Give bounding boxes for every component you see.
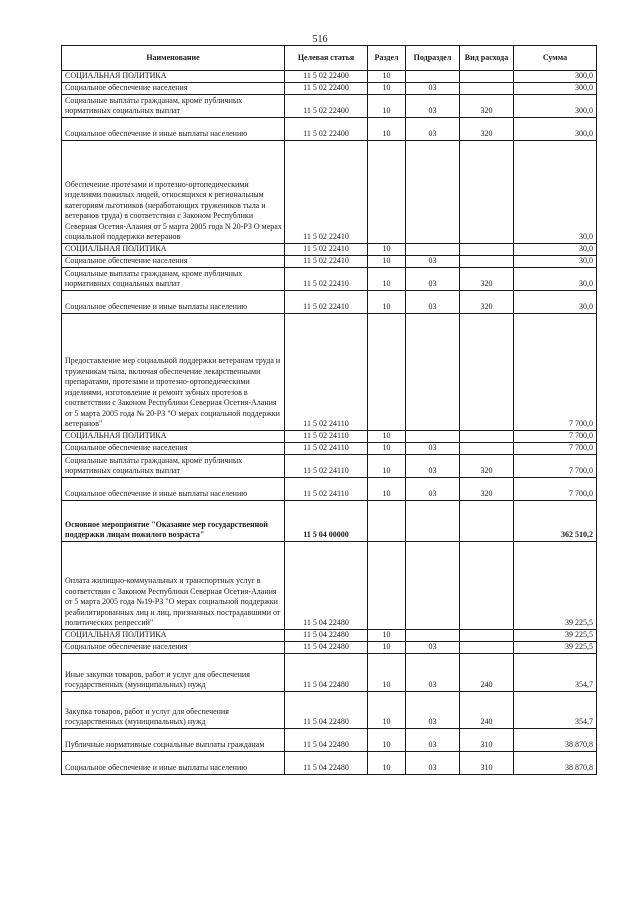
cell-name: Социальные выплаты гражданам, кроме публичных нормативных социальных выплат — [62, 94, 285, 117]
cell-target-article: 11 5 02 22410 — [285, 140, 368, 243]
cell-subsection — [406, 541, 460, 629]
cell-target-article: 11 5 02 24110 — [285, 477, 368, 500]
cell-subsection — [406, 430, 460, 442]
cell-amount: 39 225,5 — [514, 641, 597, 653]
cell-subsection: 03 — [406, 442, 460, 454]
cell-section: 10 — [368, 94, 406, 117]
table-row — [62, 477, 597, 500]
cell-amount: 7 700,0 — [514, 442, 597, 454]
cell-expense-type — [460, 82, 514, 94]
cell-expense-type: 320 — [460, 94, 514, 117]
cell-amount: 300,0 — [514, 117, 597, 140]
cell-subsection: 03 — [406, 117, 460, 140]
cell-amount: 30,0 — [514, 290, 597, 313]
cell-amount: 7 700,0 — [514, 477, 597, 500]
table-row — [62, 500, 597, 541]
cell-name: СОЦИАЛЬНАЯ ПОЛИТИКА — [62, 243, 285, 255]
table-row — [62, 629, 597, 641]
cell-section: 10 — [368, 71, 406, 83]
cell-expense-type: 240 — [460, 691, 514, 728]
cell-section: 10 — [368, 653, 406, 691]
cell-name: Закупка товаров, работ и услуг для обеспечения государственных (муниципальных) нужд — [62, 691, 285, 728]
cell-name: СОЦИАЛЬНАЯ ПОЛИТИКА — [62, 430, 285, 442]
cell-name: СОЦИАЛЬНАЯ ПОЛИТИКА — [62, 629, 285, 641]
cell-subsection — [406, 71, 460, 83]
cell-section: 10 — [368, 477, 406, 500]
cell-expense-type — [460, 255, 514, 267]
cell-subsection: 03 — [406, 290, 460, 313]
header-subsection: Подраздел — [406, 46, 460, 71]
cell-expense-type: 320 — [460, 267, 514, 290]
header-target-article: Целевая статья — [285, 46, 368, 71]
page-number: 516 — [312, 34, 328, 45]
table-header-row — [62, 46, 597, 71]
cell-section — [368, 541, 406, 629]
cell-expense-type — [460, 430, 514, 442]
cell-subsection — [406, 313, 460, 430]
cell-section: 10 — [368, 255, 406, 267]
cell-amount: 362 510,2 — [514, 500, 597, 541]
cell-name: Социальное обеспечение населения — [62, 442, 285, 454]
cell-target-article: 11 5 02 24110 — [285, 442, 368, 454]
cell-section: 10 — [368, 728, 406, 751]
cell-name: Социальное обеспечение населения — [62, 641, 285, 653]
table-row — [62, 290, 597, 313]
table-row — [62, 691, 597, 728]
cell-section: 10 — [368, 243, 406, 255]
cell-name: Основное мероприятие "Оказание мер государственной поддержки лицам пожилого возраста" — [62, 500, 285, 541]
cell-expense-type — [460, 71, 514, 83]
cell-subsection: 03 — [406, 477, 460, 500]
cell-target-article: 11 5 04 00000 — [285, 500, 368, 541]
cell-name: Социальное обеспечение и иные выплаты населению — [62, 290, 285, 313]
table-row — [62, 140, 597, 243]
table-row — [62, 82, 597, 94]
table-row — [62, 255, 597, 267]
table-row — [62, 541, 597, 629]
cell-expense-type — [460, 500, 514, 541]
cell-section: 10 — [368, 641, 406, 653]
cell-name: Социальные выплаты гражданам, кроме публичных нормативных социальных выплат — [62, 267, 285, 290]
cell-name: Предоставление мер социальной поддержки ветеранам труда и труженикам тыла, включая обеспечение лекарственными препаратами, протезами и протезно-ортопедическими изделиями, изготовление и ремонт зубных протезов в соответствии с Законом Республики Северная Осетия-Алания от 5 марта 2005 года № 20-РЗ "О мерах социальной поддержки ветеранов" — [62, 313, 285, 430]
cell-name: Социальные выплаты гражданам, кроме публичных нормативных социальных выплат — [62, 454, 285, 477]
table-row — [62, 641, 597, 653]
cell-expense-type: 310 — [460, 751, 514, 774]
table-row — [62, 71, 597, 83]
cell-target-article: 11 5 02 22400 — [285, 82, 368, 94]
cell-target-article: 11 5 04 22480 — [285, 653, 368, 691]
cell-section: 10 — [368, 290, 406, 313]
cell-name: СОЦИАЛЬНАЯ ПОЛИТИКА — [62, 71, 285, 83]
cell-section — [368, 313, 406, 430]
cell-expense-type: 320 — [460, 454, 514, 477]
cell-amount: 38 870,8 — [514, 751, 597, 774]
cell-target-article: 11 5 02 22410 — [285, 290, 368, 313]
cell-subsection: 03 — [406, 267, 460, 290]
cell-expense-type: 320 — [460, 290, 514, 313]
cell-name: Социальное обеспечение и иные выплаты населению — [62, 117, 285, 140]
cell-section: 10 — [368, 629, 406, 641]
cell-amount: 354,7 — [514, 691, 597, 728]
cell-name: Обеспечение протезами и протезно-ортопедическими изделиями пожилых людей, относящихся к региональным категориям льготников (неработающих тружеников тыла и ветеранов труда) в соответствии с Законом Республики Северная Осетия-Алания от 5 марта 2005 года N 20-РЗ О мерах социальной поддержки ветеранов — [62, 140, 285, 243]
header-name: Наименование — [62, 46, 285, 71]
cell-amount: 30,0 — [514, 243, 597, 255]
cell-section: 10 — [368, 267, 406, 290]
cell-section — [368, 500, 406, 541]
table-row — [62, 94, 597, 117]
budget-table — [61, 45, 597, 775]
header-expense-type: Вид расхода — [460, 46, 514, 71]
cell-amount: 30,0 — [514, 255, 597, 267]
cell-target-article: 11 5 04 22480 — [285, 541, 368, 629]
table-row — [62, 243, 597, 255]
cell-amount: 30,0 — [514, 267, 597, 290]
cell-amount: 300,0 — [514, 71, 597, 83]
cell-name: Публичные нормативные социальные выплаты гражданам — [62, 728, 285, 751]
cell-subsection — [406, 629, 460, 641]
cell-subsection: 03 — [406, 255, 460, 267]
header-section: Раздел — [368, 46, 406, 71]
table-row — [62, 653, 597, 691]
cell-target-article: 11 5 02 22400 — [285, 94, 368, 117]
cell-expense-type: 240 — [460, 653, 514, 691]
header-amount: Сумма — [514, 46, 597, 71]
cell-amount: 300,0 — [514, 94, 597, 117]
cell-target-article: 11 5 04 22480 — [285, 629, 368, 641]
cell-name: Иные закупки товаров, работ и услуг для обеспечения государственных (муниципальных) нужд — [62, 653, 285, 691]
cell-subsection: 03 — [406, 691, 460, 728]
cell-amount: 38 870,8 — [514, 728, 597, 751]
cell-target-article: 11 5 02 22410 — [285, 255, 368, 267]
cell-subsection — [406, 243, 460, 255]
cell-expense-type: 310 — [460, 728, 514, 751]
cell-name: Социальное обеспечение и иные выплаты населению — [62, 751, 285, 774]
table-row — [62, 313, 597, 430]
cell-section: 10 — [368, 82, 406, 94]
cell-section: 10 — [368, 454, 406, 477]
cell-amount: 39 225,5 — [514, 629, 597, 641]
cell-target-article: 11 5 02 24110 — [285, 430, 368, 442]
cell-expense-type — [460, 243, 514, 255]
cell-name: Социальное обеспечение населения — [62, 82, 285, 94]
cell-target-article: 11 5 04 22480 — [285, 641, 368, 653]
cell-expense-type — [460, 629, 514, 641]
cell-subsection: 03 — [406, 641, 460, 653]
cell-amount: 39 225,5 — [514, 541, 597, 629]
table-row — [62, 430, 597, 442]
cell-expense-type — [460, 140, 514, 243]
cell-expense-type — [460, 313, 514, 430]
cell-section: 10 — [368, 691, 406, 728]
cell-amount: 300,0 — [514, 82, 597, 94]
cell-section: 10 — [368, 442, 406, 454]
cell-target-article: 11 5 04 22480 — [285, 728, 368, 751]
cell-section: 10 — [368, 430, 406, 442]
cell-target-article: 11 5 04 22480 — [285, 751, 368, 774]
cell-target-article: 11 5 02 24110 — [285, 454, 368, 477]
cell-subsection: 03 — [406, 653, 460, 691]
cell-expense-type: 320 — [460, 117, 514, 140]
cell-subsection — [406, 500, 460, 541]
table-row — [62, 442, 597, 454]
cell-target-article: 11 5 02 22400 — [285, 117, 368, 140]
cell-expense-type — [460, 541, 514, 629]
table-row — [62, 751, 597, 774]
cell-section: 10 — [368, 117, 406, 140]
cell-target-article: 11 5 02 22410 — [285, 267, 368, 290]
cell-subsection: 03 — [406, 454, 460, 477]
cell-section: 10 — [368, 751, 406, 774]
cell-subsection: 03 — [406, 82, 460, 94]
cell-amount: 7 700,0 — [514, 313, 597, 430]
cell-subsection: 03 — [406, 751, 460, 774]
cell-target-article: 11 5 02 24110 — [285, 313, 368, 430]
cell-expense-type — [460, 641, 514, 653]
cell-amount: 354,7 — [514, 653, 597, 691]
cell-subsection: 03 — [406, 94, 460, 117]
cell-amount: 7 700,0 — [514, 454, 597, 477]
table-row — [62, 267, 597, 290]
cell-expense-type: 320 — [460, 477, 514, 500]
table-row — [62, 454, 597, 477]
cell-name: Оплата жилищно-коммунальных и транспортных услуг в соответствии с Законом Республики Северная Осетия-Алания от 5 марта 2005 года №19-РЗ "О мерах социальной поддержки реабилитированных лиц и лиц, признанных пострадавшими от политических репрессий" — [62, 541, 285, 629]
cell-subsection — [406, 140, 460, 243]
cell-name: Социальное обеспечение населения — [62, 255, 285, 267]
cell-subsection: 03 — [406, 728, 460, 751]
cell-amount: 30,0 — [514, 140, 597, 243]
table-row — [62, 117, 597, 140]
cell-section — [368, 140, 406, 243]
cell-target-article: 11 5 02 22410 — [285, 243, 368, 255]
cell-expense-type — [460, 442, 514, 454]
cell-amount: 7 700,0 — [514, 430, 597, 442]
table-row — [62, 728, 597, 751]
cell-target-article: 11 5 02 22400 — [285, 71, 368, 83]
cell-target-article: 11 5 04 22480 — [285, 691, 368, 728]
cell-name: Социальное обеспечение и иные выплаты населению — [62, 477, 285, 500]
